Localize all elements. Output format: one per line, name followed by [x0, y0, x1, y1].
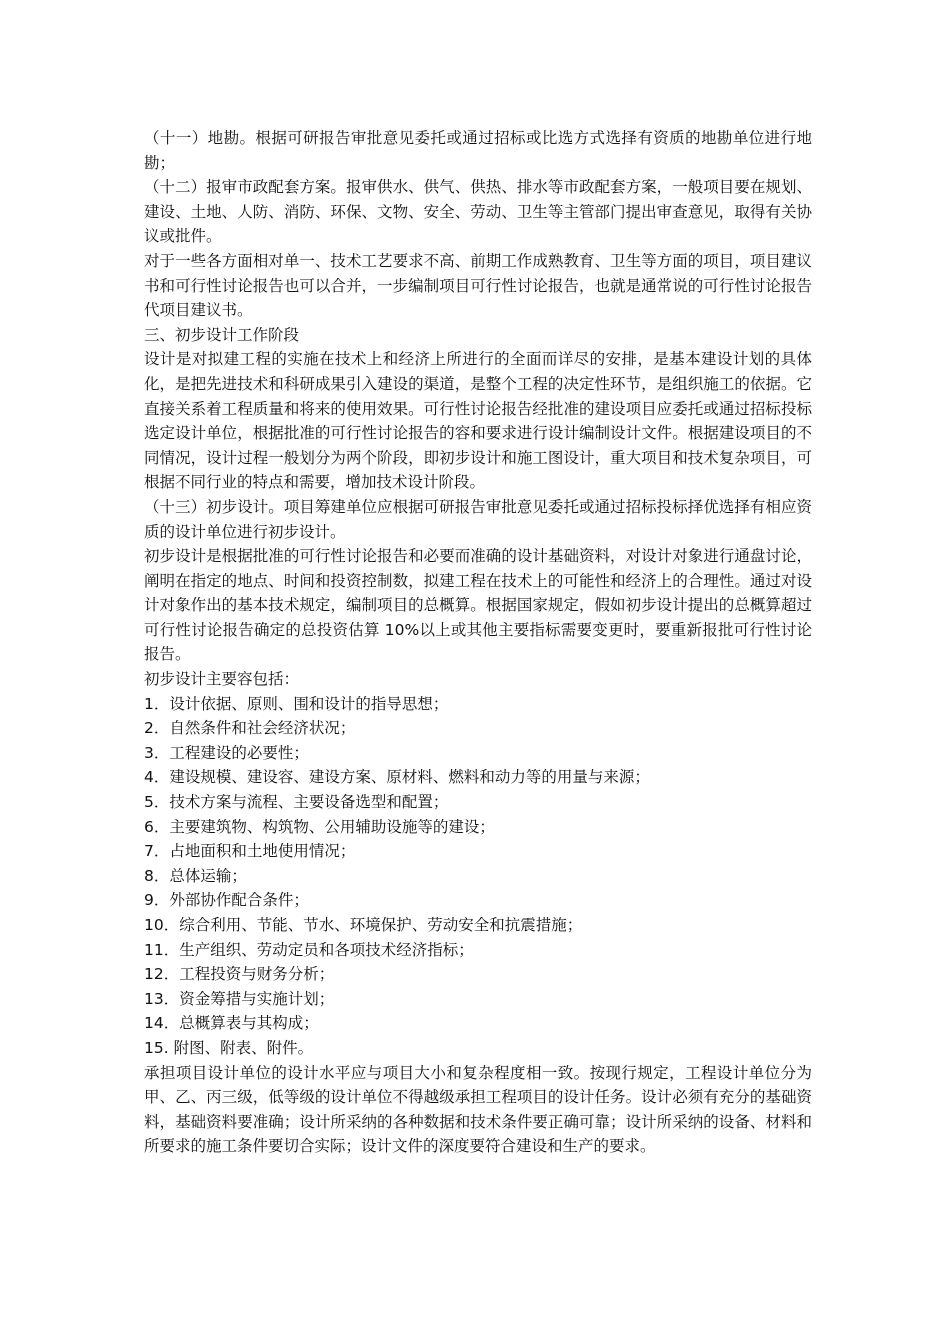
paragraph-design-unit-qualification: 承担项目设计单位的设计水平应与项目大小和复杂程度相一致。按现行规定，工程设计单位分为甲、乙、丙三级，低等级的设计单位不得越级承担工程项目的设计任务。设计必须有充分的基础资料，基础资料要准确；设计所采纳的各种数据和技术条件要正确可靠；设计所采纳的设备、材料和所要求的施工条件要切合实际；设计文件的深度要符合建设和生产的要求。	[144, 1063, 812, 1156]
list-item: 1．设计依据、原则、围和设计的指导思想；	[144, 694, 449, 713]
list-item: 11．生产组织、劳动定员和各项技术经济指标；	[144, 940, 474, 959]
list-item: 3．工程建设的必要性；	[144, 743, 309, 762]
list-item: 15. 附图、附表、附件。	[144, 1038, 314, 1057]
paragraph-municipal-plan: （十二）报审市政配套方案。报审供水、供气、供热、排水等市政配套方案，一般项目要在规划、建设、土地、人防、消防、环保、文物、安全、劳动、卫生等主管部门提出审查意见，取得有关协议或批件。	[144, 178, 812, 246]
paragraph-contents-intro: 初步设计主要容包括：	[144, 670, 300, 689]
list-item: 5．技术方案与流程、主要设备选型和配置；	[144, 793, 449, 812]
list-item: 6．主要建筑物、构筑物、公用辅助设施等的建设；	[144, 817, 495, 836]
list-item: 2．自然条件和社会经济状况；	[144, 719, 356, 738]
paragraph-preliminary-design-13: （十三）初步设计。项目筹建单位应根据可研报告审批意见委托或通过招标投标择优选择有相应资质的设计单位进行初步设计。	[144, 497, 812, 541]
list-item: 7．占地面积和土地使用情况；	[144, 842, 356, 861]
list-item: 14．总概算表与其构成；	[144, 1014, 319, 1033]
list-item: 13．资金筹措与实施计划；	[144, 989, 335, 1008]
list-item: 12．工程投资与财务分析；	[144, 965, 335, 984]
section-heading-preliminary-design: 三、初步设计工作阶段	[144, 325, 300, 344]
paragraph-preliminary-design-basis: 初步设计是根据批准的可行性讨论报告和必要而准确的设计基础资料，对设计对象进行通盘讨论，阐明在指定的地点、时间和投资控制数，拟建工程在技术上的可能性和经济上的合理性。通过对设计对象作出的基本技术规定，编制项目的总概算。根据国家规定，假如初步设计提出的总概算超过可行性讨论报告确定的总投资估算 10%以上或其他主要指标需要变更时，要重新报批可行性讨论报告。	[144, 547, 812, 664]
paragraph-merge-reports: 对于一些各方面相对单一、技术工艺要求不高、前期工作成熟教育、卫生等方面的项目，项目建议书和可行性讨论报告也可以合并，一步编制项目可行性讨论报告，也就是通常说的可行性讨论报告代项目建议书。	[144, 251, 812, 320]
paragraph-design-overview: 设计是对拟建工程的实施在技术上和经济上所进行的全面而详尽的安排，是基本建设计划的具体化，是把先进技术和科研成果引入建设的渠道，是整个工程的决定性环节，是组织施工的依据。它直接关系着工程质量和将来的使用效果。可行性讨论报告经批准的建设项目应委托或通过招标投标选定设计单位，根据批准的可行性讨论报告的容和要求进行设计编制设计文件。根据建设项目的不同情况，设计过程一般划分为两个阶段，即初步设计和施工图设计，重大项目和技术复杂项目，可根据不同行业的特点和需要，增加技术设计阶段。	[144, 350, 812, 492]
document-page	[144, 126, 812, 1159]
list-item: 9．外部协作配合条件；	[144, 891, 309, 910]
list-item: 8．总体运输；	[144, 866, 247, 885]
paragraph-geology-survey: （十一）地勘。根据可研报告审批意见委托或通过招标或比选方式选择有资质的地勘单位进行地勘；	[144, 129, 812, 172]
contents-list	[144, 692, 812, 1061]
list-item: 10．综合利用、节能、节水、环境保护、劳动安全和抗震措施；	[144, 916, 583, 934]
list-item: 4．建设规模、建设容、建设方案、原材料、燃料和动力等的用量与来源；	[144, 768, 650, 787]
